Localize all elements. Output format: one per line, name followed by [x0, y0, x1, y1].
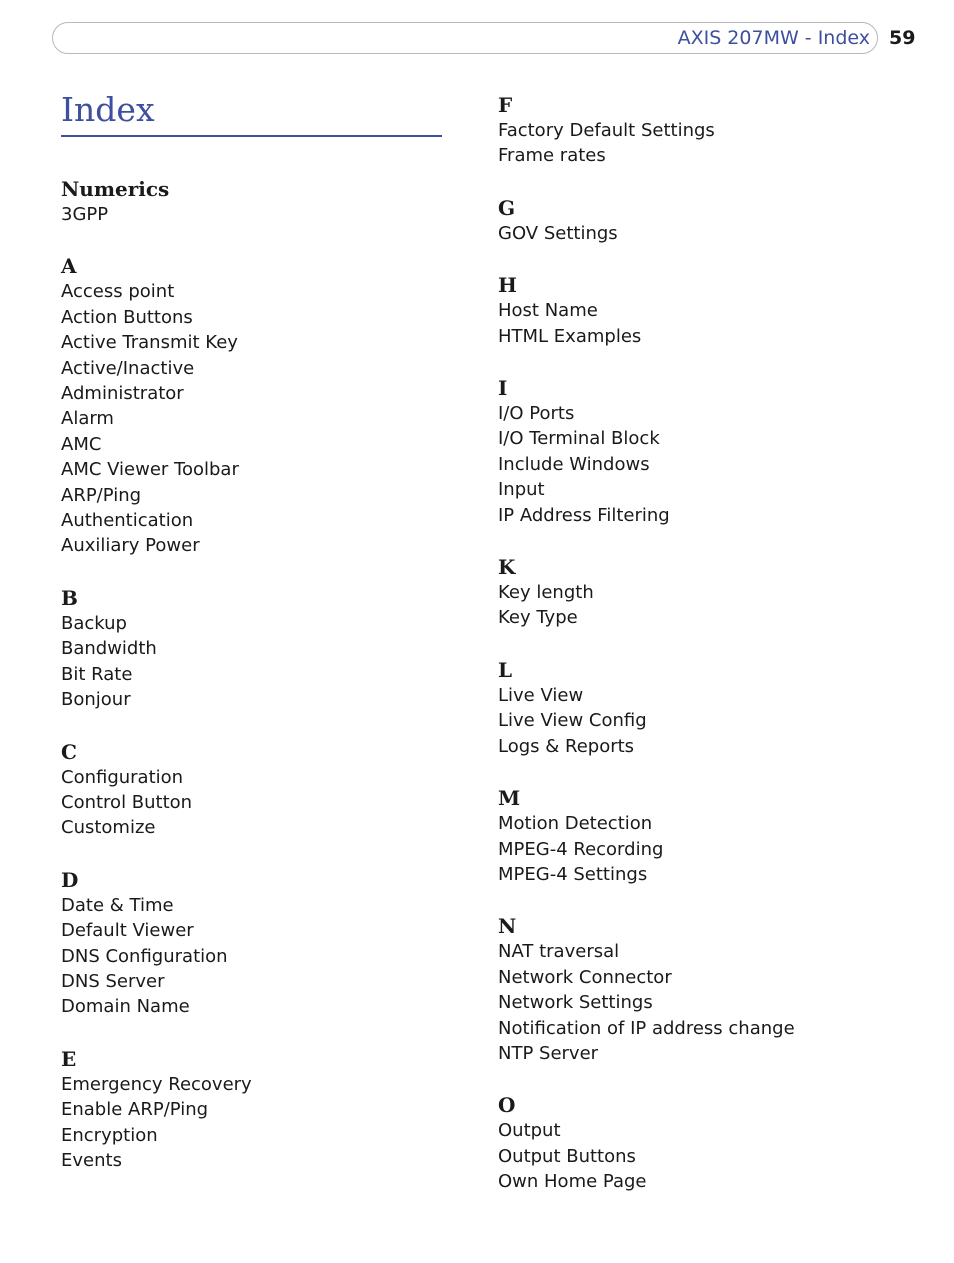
index-entry: Input	[498, 479, 545, 501]
entry-list	[61, 202, 481, 227]
section-letter: N	[498, 914, 517, 939]
index-entry: Live View Config	[498, 710, 647, 732]
section-letter: A	[61, 254, 77, 279]
index-entry: Bit Rate	[61, 663, 133, 685]
section-letter: O	[498, 1093, 516, 1118]
entry-list	[61, 1072, 481, 1174]
index-entry: Authentication	[61, 510, 194, 532]
index-entry: Bandwidth	[61, 638, 157, 660]
index-section	[498, 554, 918, 631]
index-entry: MPEG-4 Recording	[498, 838, 664, 860]
index-entry: Output	[498, 1120, 561, 1142]
index-entry: IP Address Filtering	[498, 504, 670, 526]
index-section	[498, 375, 918, 528]
index-column-right	[498, 92, 918, 1221]
section-letter: F	[498, 93, 513, 117]
index-entry: Backup	[61, 612, 127, 634]
index-entry: NTP Server	[498, 1042, 599, 1064]
index-entry: Domain Name	[61, 996, 190, 1018]
index-entry: I/O Ports	[498, 403, 575, 425]
entry-list	[498, 811, 918, 887]
index-section	[61, 253, 481, 558]
index-section	[498, 195, 918, 246]
index-section	[61, 176, 481, 227]
entry-list	[498, 118, 918, 169]
index-section	[61, 585, 481, 713]
index-entry: Alarm	[61, 408, 114, 430]
index-entry: Network Connector	[498, 966, 672, 988]
index-entry: 3GPP	[61, 204, 109, 225]
index-entry: Include Windows	[498, 453, 650, 475]
index-entry: ARP/Ping	[61, 484, 142, 506]
index-entry: Administrator	[61, 383, 184, 405]
index-entry: Emergency Recovery	[61, 1073, 252, 1095]
index-section	[498, 92, 918, 169]
index-section	[498, 913, 918, 1066]
index-entry: Factory Default Settings	[498, 120, 715, 141]
index-entry: Motion Detection	[498, 813, 653, 835]
entry-list	[498, 939, 918, 1066]
index-section	[498, 1092, 918, 1194]
entry-list	[61, 279, 481, 558]
index-entry: Default Viewer	[61, 920, 194, 942]
section-letter: M	[498, 786, 521, 811]
index-entry: Logs & Reports	[498, 735, 635, 757]
index-entry: Live View	[498, 684, 584, 706]
index-entry: Notification of IP address change	[498, 1017, 795, 1039]
index-entry: Output Buttons	[498, 1145, 636, 1167]
index-entry: Active Transmit Key	[61, 332, 238, 354]
header-title: AXIS 207MW - Index	[677, 27, 870, 49]
index-entry: Date & Time	[61, 894, 174, 916]
entry-list	[61, 765, 481, 841]
entry-list	[498, 683, 918, 759]
entry-list	[61, 611, 481, 713]
index-entry: Bonjour	[61, 689, 131, 711]
index-entry: Action Buttons	[61, 306, 193, 328]
entry-list	[61, 893, 481, 1020]
index-entry: Frame rates	[498, 145, 606, 167]
index-entry: HTML Examples	[498, 325, 642, 347]
section-letter: K	[498, 555, 516, 580]
section-letter: H	[498, 273, 517, 298]
index-entry: Control Button	[61, 791, 193, 813]
section-letter: G	[498, 195, 516, 220]
index-entry: Host Name	[498, 300, 598, 322]
index-entry: Events	[61, 1149, 122, 1171]
index-entry: Key length	[498, 582, 594, 604]
index-entry: Network Settings	[498, 992, 653, 1014]
index-section	[61, 867, 481, 1020]
index-column-left	[61, 176, 481, 1199]
page-title: Index	[61, 90, 155, 129]
entry-list	[498, 580, 918, 631]
index-entry: DNS Configuration	[61, 945, 228, 967]
index-entry: AMC Viewer Toolbar	[61, 459, 239, 481]
entry-list	[498, 221, 918, 246]
index-entry: Active/Inactive	[61, 357, 195, 379]
index-section	[61, 1046, 481, 1174]
index-entry: NAT traversal	[498, 941, 620, 963]
section-letter: D	[61, 867, 79, 892]
section-letter: B	[61, 585, 78, 610]
entry-list	[498, 1118, 918, 1194]
index-entry: MPEG-4 Settings	[498, 863, 648, 885]
section-letter: I	[498, 376, 508, 401]
section-letter: Numerics	[61, 177, 170, 201]
index-entry: Own Home Page	[498, 1171, 647, 1193]
index-section	[498, 272, 918, 349]
index-section	[498, 785, 918, 887]
index-entry: Enable ARP/Ping	[61, 1099, 209, 1121]
entry-list	[498, 401, 918, 528]
index-entry: Encryption	[61, 1124, 158, 1146]
index-entry: GOV Settings	[498, 222, 618, 244]
index-entry: Customize	[61, 817, 156, 839]
page-number: 59	[889, 27, 916, 49]
title-divider	[61, 135, 442, 137]
index-entry: Access point	[61, 281, 175, 303]
index-entry: DNS Server	[61, 970, 165, 992]
index-entry: Key Type	[498, 607, 578, 629]
index-section	[498, 657, 918, 759]
index-entry: Auxiliary Power	[61, 535, 200, 557]
section-letter: C	[61, 739, 77, 764]
index-entry: AMC	[61, 433, 102, 455]
entry-list	[498, 298, 918, 349]
index-entry: I/O Terminal Block	[498, 428, 660, 450]
section-letter: L	[498, 657, 513, 682]
section-letter: E	[61, 1046, 77, 1071]
index-entry: Configuration	[61, 766, 184, 788]
index-section	[61, 739, 481, 841]
